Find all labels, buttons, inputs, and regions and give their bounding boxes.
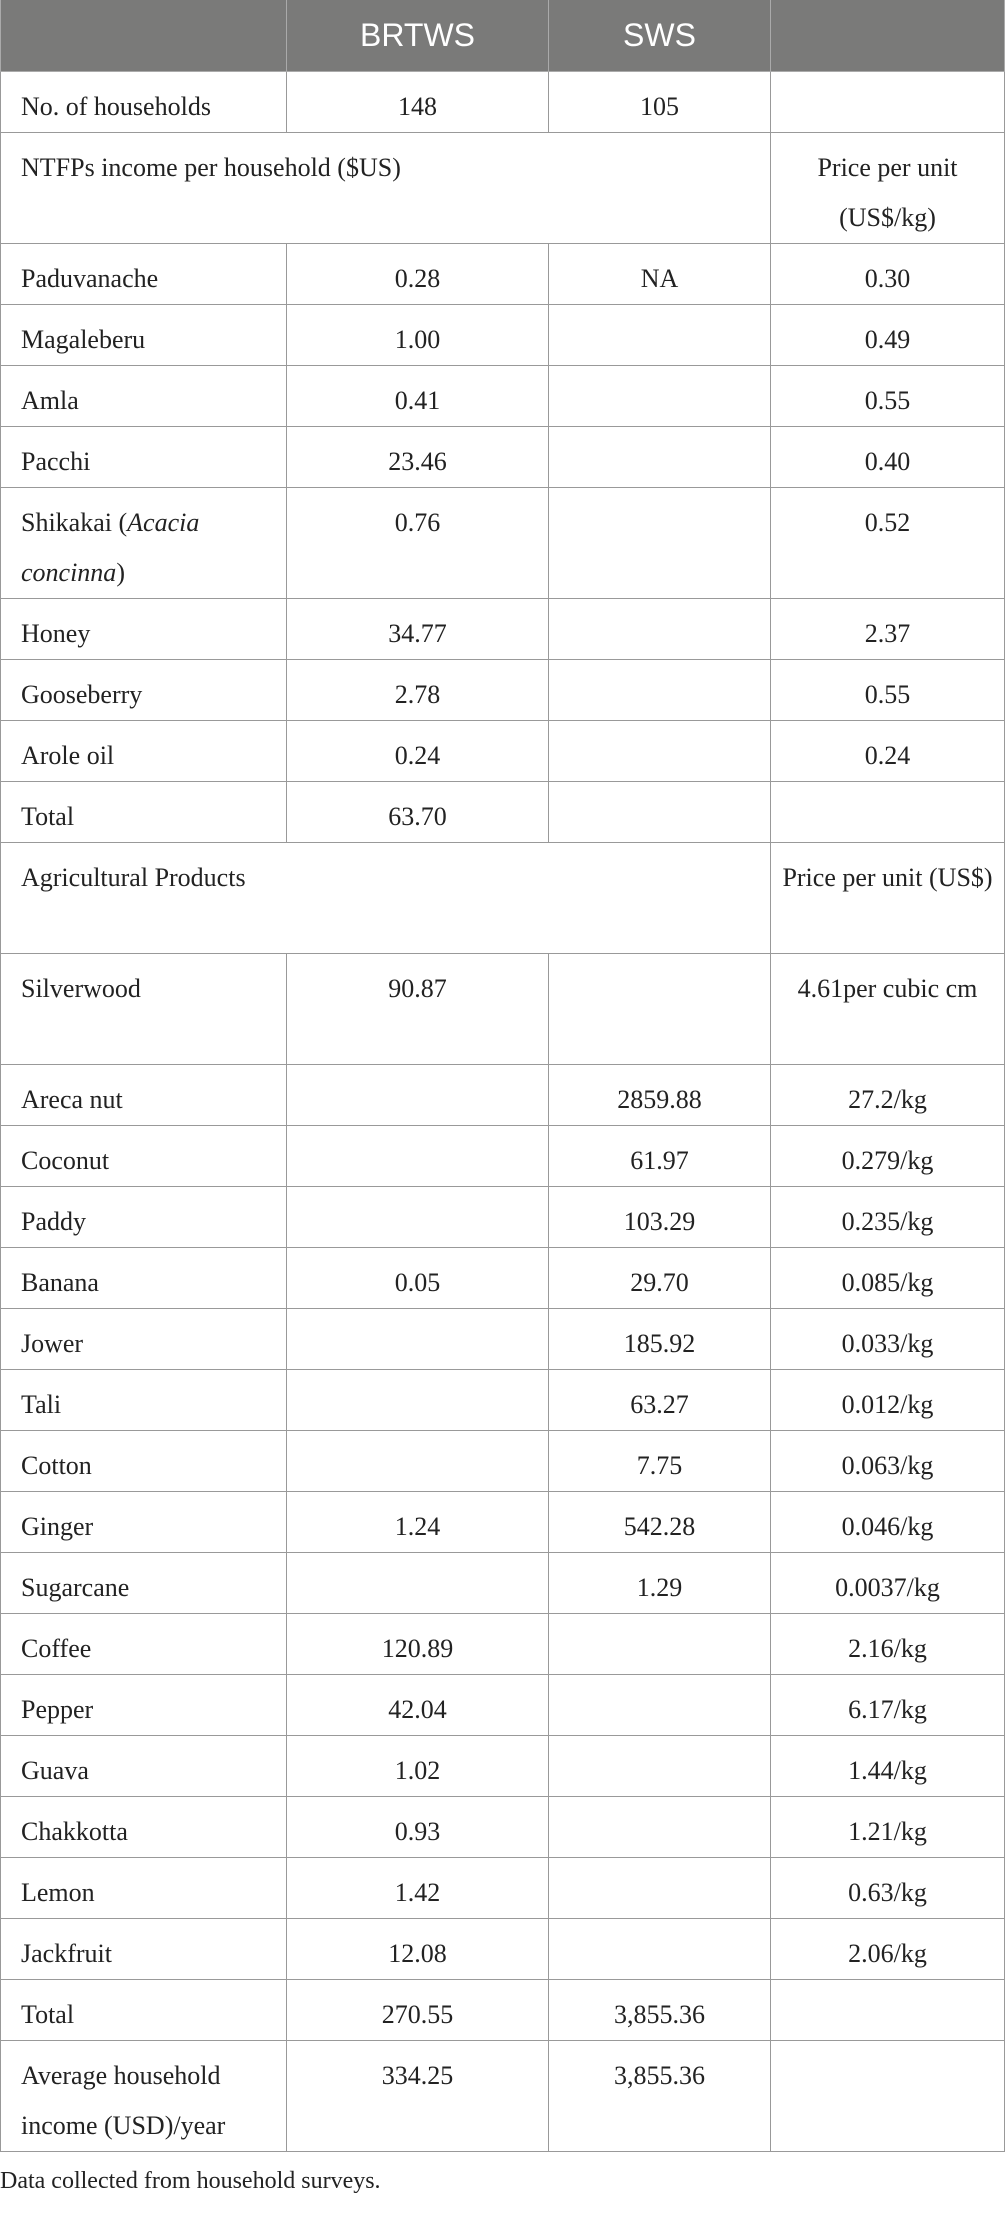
row-price: 27.2/kg — [771, 1065, 1005, 1126]
row-sws — [549, 427, 771, 488]
silverwood-price: 4.61per cubic cm — [771, 954, 1005, 1065]
table-row — [1, 1919, 1005, 1980]
row-sws: 1.29 — [549, 1553, 771, 1614]
table-row — [1, 1736, 1005, 1797]
row-label: Pacchi — [1, 427, 287, 488]
table-row — [1, 366, 1005, 427]
agri-total-brtws: 270.55 — [287, 1980, 549, 2041]
row-price: 0.279/kg — [771, 1126, 1005, 1187]
table-row — [1, 1187, 1005, 1248]
table-row — [1, 1248, 1005, 1309]
header-price — [771, 0, 1005, 72]
row-sws: 185.92 — [549, 1309, 771, 1370]
row-label: Jackfruit — [1, 1919, 287, 1980]
row-sws: 29.70 — [549, 1248, 771, 1309]
households-empty — [771, 72, 1005, 133]
row-price: 0.012/kg — [771, 1370, 1005, 1431]
table-row — [1, 1553, 1005, 1614]
row-sws — [549, 721, 771, 782]
table-row — [1, 1431, 1005, 1492]
agri-section-label: Agricultural Products — [1, 843, 771, 954]
row-label: Honey — [1, 599, 287, 660]
shikakai-suffix: ) — [116, 558, 125, 587]
silverwood-sws — [549, 954, 771, 1065]
table-row — [1, 244, 1005, 305]
row-price: 2.37 — [771, 599, 1005, 660]
row-price: 0.0037/kg — [771, 1553, 1005, 1614]
row-price: 0.40 — [771, 427, 1005, 488]
table-row — [1, 1675, 1005, 1736]
row-sws — [549, 1614, 771, 1675]
average-income-empty — [771, 2041, 1005, 2152]
row-sws: NA — [549, 244, 771, 305]
shikakai-prefix: Shikakai ( — [21, 508, 128, 537]
row-brtws: 12.08 — [287, 1919, 549, 1980]
row-sws — [549, 1736, 771, 1797]
row-label: Sugarcane — [1, 1553, 287, 1614]
row-brtws: 2.78 — [287, 660, 549, 721]
table-row — [1, 954, 1005, 1065]
table-row — [1, 488, 1005, 599]
ntfp-rows-a — [1, 244, 1005, 488]
row-price: 1.44/kg — [771, 1736, 1005, 1797]
table-row — [1, 1370, 1005, 1431]
row-sws: 7.75 — [549, 1431, 771, 1492]
ntfp-total-sws — [549, 782, 771, 843]
average-income-brtws: 334.25 — [287, 2041, 549, 2152]
row-label: Paddy — [1, 1187, 287, 1248]
row-brtws: 23.46 — [287, 427, 549, 488]
row-sws: 542.28 — [549, 1492, 771, 1553]
row-brtws: 42.04 — [287, 1675, 549, 1736]
row-price: 6.17/kg — [771, 1675, 1005, 1736]
ntfp-section-row — [1, 133, 1005, 244]
shikakai-label — [1, 488, 287, 599]
row-price: 0.033/kg — [771, 1309, 1005, 1370]
row-price: 0.55 — [771, 366, 1005, 427]
households-row — [1, 72, 1005, 133]
row-price: 0.55 — [771, 660, 1005, 721]
table-row — [1, 1858, 1005, 1919]
header-row — [1, 0, 1005, 72]
row-label: Jower — [1, 1309, 287, 1370]
ntfp-rows-b — [1, 599, 1005, 782]
row-sws — [549, 366, 771, 427]
row-brtws: 0.93 — [287, 1797, 549, 1858]
row-price: 2.16/kg — [771, 1614, 1005, 1675]
row-brtws — [287, 1309, 549, 1370]
agri-total-row — [1, 1980, 1005, 2041]
header-sws: SWS — [549, 0, 771, 72]
row-brtws — [287, 1187, 549, 1248]
row-price: 0.046/kg — [771, 1492, 1005, 1553]
row-label: Lemon — [1, 1858, 287, 1919]
row-label: Gooseberry — [1, 660, 287, 721]
row-brtws: 0.05 — [287, 1248, 549, 1309]
row-brtws — [287, 1126, 549, 1187]
ntfp-total-label: Total — [1, 782, 287, 843]
average-income-row — [1, 2041, 1005, 2152]
row-brtws: 0.41 — [287, 366, 549, 427]
table-row — [1, 1797, 1005, 1858]
row-label: Cotton — [1, 1431, 287, 1492]
row-price: 0.085/kg — [771, 1248, 1005, 1309]
row-brtws: 120.89 — [287, 1614, 549, 1675]
row-price: 0.24 — [771, 721, 1005, 782]
table-footnote: Data collected from household surveys. — [0, 2168, 381, 2194]
ntfp-price-header: Price per unit (US$/kg) — [771, 133, 1005, 244]
header-blank — [1, 0, 287, 72]
row-brtws: 34.77 — [287, 599, 549, 660]
row-label: Coconut — [1, 1126, 287, 1187]
row-sws — [549, 660, 771, 721]
row-sws — [549, 1919, 771, 1980]
table-row — [1, 1309, 1005, 1370]
row-label: Paduvanache — [1, 244, 287, 305]
table-row — [1, 1614, 1005, 1675]
row-price: 0.30 — [771, 244, 1005, 305]
households-brtws: 148 — [287, 72, 549, 133]
silverwood-label: Silverwood — [1, 954, 287, 1065]
table-row — [1, 305, 1005, 366]
row-label: Coffee — [1, 1614, 287, 1675]
table-row — [1, 721, 1005, 782]
agri-price-header: Price per unit (US$) — [771, 843, 1005, 954]
row-sws — [549, 305, 771, 366]
row-sws — [549, 599, 771, 660]
table-row — [1, 1126, 1005, 1187]
row-sws: 103.29 — [549, 1187, 771, 1248]
table-row — [1, 660, 1005, 721]
agri-total-empty — [771, 1980, 1005, 2041]
row-label: Tali — [1, 1370, 287, 1431]
row-sws: 61.97 — [549, 1126, 771, 1187]
row-label: Amla — [1, 366, 287, 427]
row-brtws: 0.28 — [287, 244, 549, 305]
silverwood-brtws: 90.87 — [287, 954, 549, 1065]
row-brtws — [287, 1431, 549, 1492]
ntfp-total-row — [1, 782, 1005, 843]
row-brtws — [287, 1065, 549, 1126]
shikakai-brtws: 0.76 — [287, 488, 549, 599]
row-sws: 2859.88 — [549, 1065, 771, 1126]
average-income-label: Average household income (USD)/year — [1, 2041, 287, 2152]
row-label: Guava — [1, 1736, 287, 1797]
agri-total-sws: 3,855.36 — [549, 1980, 771, 2041]
row-label: Magaleberu — [1, 305, 287, 366]
row-sws: 63.27 — [549, 1370, 771, 1431]
households-label: No. of households — [1, 72, 287, 133]
households-sws: 105 — [549, 72, 771, 133]
row-brtws — [287, 1553, 549, 1614]
agri-section-row — [1, 843, 1005, 954]
table-row — [1, 427, 1005, 488]
table-row — [1, 1492, 1005, 1553]
row-sws — [549, 1797, 771, 1858]
average-income-sws: 3,855.36 — [549, 2041, 771, 2152]
row-brtws: 1.42 — [287, 1858, 549, 1919]
row-label: Arole oil — [1, 721, 287, 782]
ntfp-total-empty — [771, 782, 1005, 843]
agri-total-label: Total — [1, 1980, 287, 2041]
row-label: Areca nut — [1, 1065, 287, 1126]
shikakai-latin: Acacia concinna — [21, 508, 200, 587]
row-price: 1.21/kg — [771, 1797, 1005, 1858]
header-brtws: BRTWS — [287, 0, 549, 72]
ntfp-section-label: NTFPs income per household ($US) — [1, 133, 771, 244]
row-brtws: 1.00 — [287, 305, 549, 366]
row-brtws — [287, 1370, 549, 1431]
row-label: Chakkotta — [1, 1797, 287, 1858]
shikakai-price: 0.52 — [771, 488, 1005, 599]
row-sws — [549, 1858, 771, 1919]
row-sws — [549, 1675, 771, 1736]
table-row — [1, 1065, 1005, 1126]
row-brtws: 1.24 — [287, 1492, 549, 1553]
row-price: 0.235/kg — [771, 1187, 1005, 1248]
ntfp-total-brtws: 63.70 — [287, 782, 549, 843]
row-label: Pepper — [1, 1675, 287, 1736]
agri-rows — [1, 1065, 1005, 1980]
row-price: 0.063/kg — [771, 1431, 1005, 1492]
row-price: 0.63/kg — [771, 1858, 1005, 1919]
row-brtws: 1.02 — [287, 1736, 549, 1797]
table-row — [1, 599, 1005, 660]
row-price: 2.06/kg — [771, 1919, 1005, 1980]
row-brtws: 0.24 — [287, 721, 549, 782]
row-price: 0.49 — [771, 305, 1005, 366]
row-label: Banana — [1, 1248, 287, 1309]
row-label: Ginger — [1, 1492, 287, 1553]
shikakai-sws — [549, 488, 771, 599]
